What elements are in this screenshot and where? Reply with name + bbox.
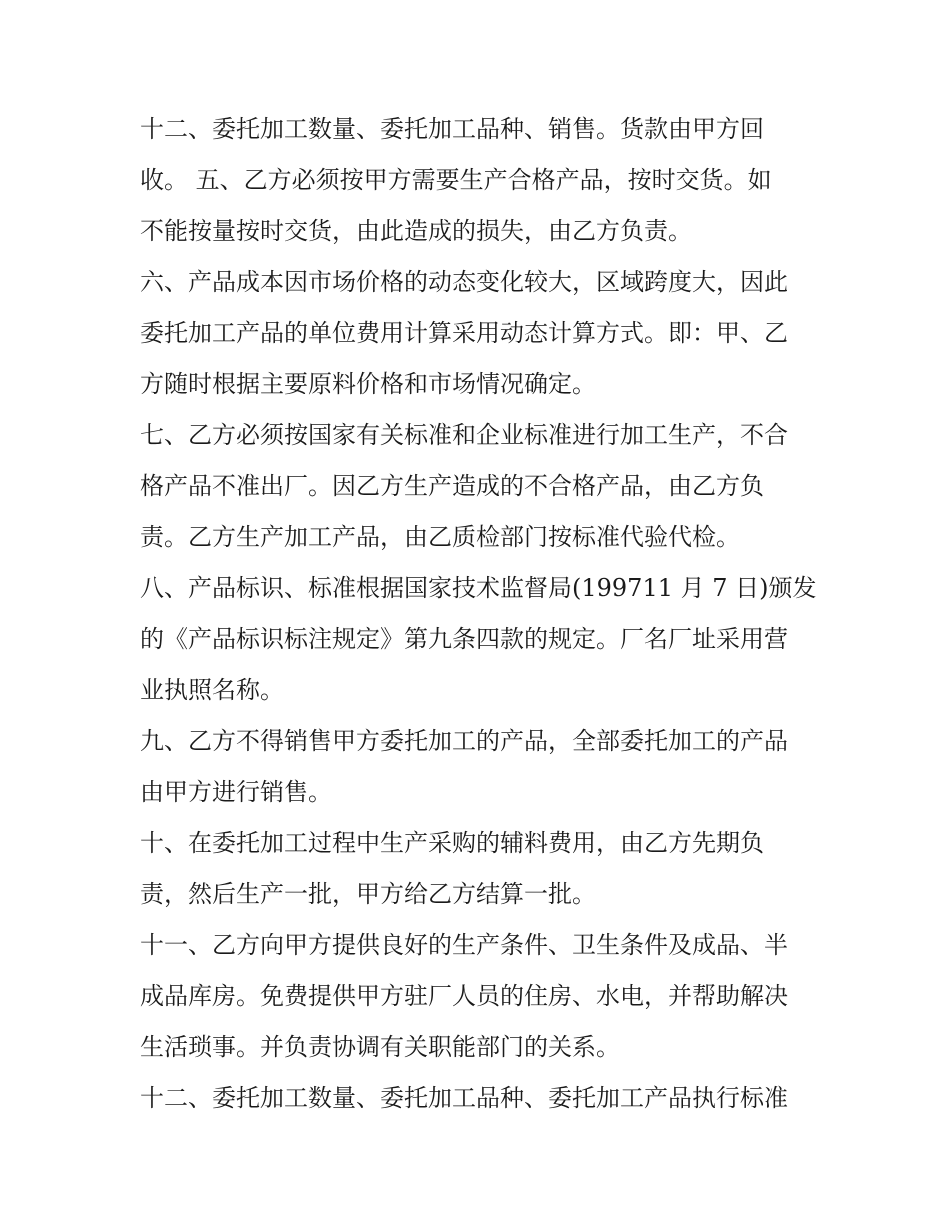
text-line: 格产品不准出厂。因乙方生产造成的不合格产品，由乙方负 xyxy=(140,472,764,500)
paragraph-clause-10 xyxy=(140,818,820,920)
text-line: 九、乙方不得销售甲方委托加工的产品，全部委托加工的产品 xyxy=(140,727,788,755)
text-line: 七、乙方必须按国家有关标准和企业标准进行加工生产，不合 xyxy=(140,421,788,449)
paragraph-clause-7 xyxy=(140,410,820,563)
text-line: 成品库房。免费提供甲方驻厂人员的住房、水电，并帮助解决 xyxy=(140,982,788,1010)
paragraph-clause-12 xyxy=(140,1073,820,1124)
text-line: 六、产品成本因市场价格的动态变化较大，区域跨度大，因此 xyxy=(140,268,788,296)
text-line: 八、产品标识、标准根据国家技术监督局(199711 月 7 日)颁发 xyxy=(140,574,817,602)
paragraph-clause-12-sales xyxy=(140,104,820,257)
text-line: 十一、乙方向甲方提供良好的生产条件、卫生条件及成品、半 xyxy=(140,931,788,959)
text-line: 十二、委托加工数量、委托加工品种、委托加工产品执行标准 xyxy=(140,1084,788,1112)
text-line: 责。乙方生产加工产品，由乙质检部门按标准代验代检。 xyxy=(140,523,740,551)
text-line: 十二、委托加工数量、委托加工品种、销售。货款由甲方回 xyxy=(140,115,764,143)
text-line: 收。 五、乙方必须按甲方需要生产合格产品，按时交货。如 xyxy=(140,166,772,194)
paragraph-clause-8 xyxy=(140,563,820,716)
text-line: 的《产品标识标注规定》第九条四款的规定。厂名厂址采用营 xyxy=(140,625,788,653)
text-line: 生活琐事。并负责协调有关职能部门的关系。 xyxy=(140,1033,620,1061)
text-line: 业执照名称。 xyxy=(140,676,284,704)
paragraph-clause-6 xyxy=(140,257,820,410)
text-line: 责，然后生产一批，甲方给乙方结算一批。 xyxy=(140,880,596,908)
text-line: 由甲方进行销售。 xyxy=(140,778,332,806)
paragraph-clause-11 xyxy=(140,920,820,1073)
text-line: 十、在委托加工过程中生产采购的辅料费用，由乙方先期负 xyxy=(140,829,764,857)
paragraph-clause-9 xyxy=(140,716,820,818)
document-body xyxy=(140,104,820,1124)
text-line: 委托加工产品的单位费用计算采用动态计算方式。即：甲、乙 xyxy=(140,319,788,347)
text-line: 不能按量按时交货，由此造成的损失，由乙方负责。 xyxy=(140,217,692,245)
text-line: 方随时根据主要原料价格和市场情况确定。 xyxy=(140,370,596,398)
